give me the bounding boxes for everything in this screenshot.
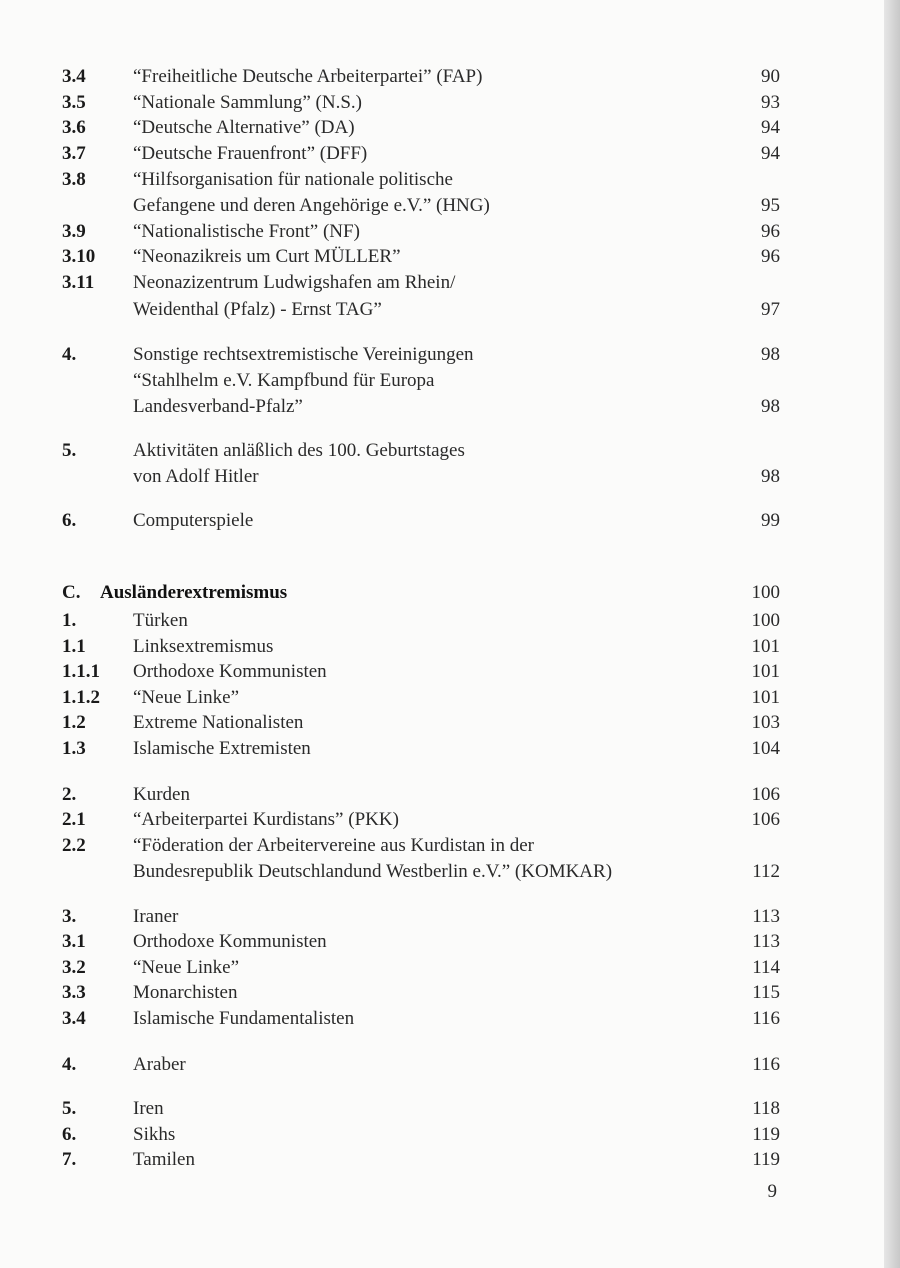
- toc-entry: [0, 219, 900, 245]
- toc-entry: [0, 1006, 900, 1032]
- page-reference: 96: [761, 246, 780, 267]
- toc-entry: [0, 634, 900, 660]
- section-number: 1.1: [62, 636, 86, 657]
- toc-entry: [0, 955, 900, 981]
- toc-entry: [0, 904, 900, 930]
- toc-entry: [0, 833, 900, 859]
- section-number: 1.1.2: [62, 687, 100, 708]
- section-number: 7.: [62, 1149, 77, 1170]
- section-number: 2.: [62, 784, 77, 805]
- section-title: “Neue Linke”: [133, 957, 240, 978]
- section-number: 3.6: [62, 117, 86, 138]
- section-number: 5.: [62, 1098, 77, 1119]
- page-reference: 98: [761, 396, 780, 417]
- toc-entry: [0, 167, 900, 193]
- page-reference: 103: [751, 712, 780, 733]
- toc-entry-continuation: [0, 297, 900, 323]
- page-reference: 116: [752, 1054, 780, 1075]
- toc-entry: [0, 90, 900, 116]
- section-title: “Freiheitliche Deutsche Arbeiterpartei” (FAP): [133, 66, 483, 87]
- page-reference: 118: [752, 1098, 780, 1119]
- toc-entry: [0, 980, 900, 1006]
- section-title: Monarchisten: [133, 982, 238, 1003]
- section-title: Bundesrepublik Deutschlandund Westberlin e.V.” (KOMKAR): [133, 861, 613, 882]
- section-number: 3.5: [62, 92, 86, 113]
- section-title: Islamische Fundamentalisten: [133, 1008, 355, 1029]
- section-title: Sikhs: [133, 1124, 176, 1145]
- section-title: “Hilfsorganisation für nationale politische: [133, 169, 453, 190]
- section-title: Orthodoxe Kommunisten: [133, 661, 327, 682]
- section-title: Extreme Nationalisten: [133, 712, 304, 733]
- section-title: Tamilen: [133, 1149, 195, 1170]
- toc-entry: [0, 1147, 900, 1173]
- toc-entry: [0, 929, 900, 955]
- section-number: 3.9: [62, 221, 86, 242]
- section-number: 1.: [62, 610, 77, 631]
- section-number: 1.2: [62, 712, 86, 733]
- page-reference: 99: [761, 510, 780, 531]
- section-title: Gefangene und deren Angehörige e.V.” (HNG): [133, 195, 490, 216]
- page-reference: 94: [761, 143, 780, 164]
- section-title: Kurden: [133, 784, 190, 805]
- page-reference: 112: [752, 861, 780, 882]
- section-title: Sonstige rechtsextremistische Vereinigungen: [133, 344, 474, 365]
- section-number: 3.2: [62, 957, 86, 978]
- toc-entry: [0, 807, 900, 833]
- section-number: 5.: [62, 440, 77, 461]
- section-title: Aktivitäten anläßlich des 100. Geburtstages: [133, 440, 465, 461]
- section-title: “Nationale Sammlung” (N.S.): [133, 92, 363, 113]
- page-reference: 100: [751, 582, 780, 603]
- toc-entry: [0, 141, 900, 167]
- page-reference: 113: [752, 931, 780, 952]
- section-title: Iren: [133, 1098, 164, 1119]
- toc-entry: [0, 659, 900, 685]
- section-number: 3.7: [62, 143, 86, 164]
- section-title: “Deutsche Alternative” (DA): [133, 117, 355, 138]
- section-title: “Arbeiterpartei Kurdistans” (PKK): [133, 809, 399, 830]
- toc-entry: [0, 438, 900, 464]
- toc-entry: [0, 1096, 900, 1122]
- section-title: “Neue Linke”: [133, 687, 240, 708]
- section-title: Computerspiele: [133, 510, 254, 531]
- page-reference: 101: [751, 661, 780, 682]
- section-title: Türken: [133, 610, 188, 631]
- section-number: 6.: [62, 510, 77, 531]
- page-reference: 98: [761, 344, 780, 365]
- section-title: Weidenthal (Pfalz) - Ernst TAG”: [133, 299, 382, 320]
- page-reference: 94: [761, 117, 780, 138]
- section-title: “Föderation der Arbeitervereine aus Kurdistan in der: [133, 835, 534, 856]
- page-reference: 119: [752, 1149, 780, 1170]
- section-title: Araber: [133, 1054, 186, 1075]
- section-title: Iraner: [133, 906, 179, 927]
- section-number: 1.1.1: [62, 661, 100, 682]
- page-reference: 115: [752, 982, 780, 1003]
- toc-entry: [0, 710, 900, 736]
- toc-entry: [0, 115, 900, 141]
- section-title: Islamische Extremisten: [133, 738, 311, 759]
- section-title: von Adolf Hitler: [133, 466, 259, 487]
- section-title: “Nationalistische Front” (NF): [133, 221, 360, 242]
- page-reference: 106: [751, 809, 780, 830]
- page-reference: 97: [761, 299, 780, 320]
- section-title: Linksextremismus: [133, 636, 274, 657]
- section-number: 3.: [62, 906, 77, 927]
- page-reference: 114: [752, 957, 780, 978]
- page-reference: 93: [761, 92, 780, 113]
- section-number: 6.: [62, 1124, 77, 1145]
- toc-entry: [0, 736, 900, 762]
- toc-entry: [0, 508, 900, 534]
- toc-entry-continuation: [0, 193, 900, 219]
- toc-entry: [0, 608, 900, 634]
- page-reference: 119: [752, 1124, 780, 1145]
- section-title: Orthodoxe Kommunisten: [133, 931, 327, 952]
- section-number: 3.11: [62, 272, 95, 293]
- section-title: Landesverband-Pfalz”: [133, 396, 303, 417]
- page-reference: 98: [761, 466, 780, 487]
- section-number: 3.3: [62, 982, 86, 1003]
- section-number: C.: [62, 582, 81, 603]
- toc-entry: [0, 1052, 900, 1078]
- toc-entry-continuation: [0, 368, 900, 394]
- page-reference: 106: [751, 784, 780, 805]
- section-number: 4.: [62, 1054, 77, 1075]
- page-reference: 101: [751, 687, 780, 708]
- section-title: Ausländerextremismus: [100, 582, 288, 603]
- page-reference: 113: [752, 906, 780, 927]
- section-number: 4.: [62, 344, 77, 365]
- toc-entry: [0, 685, 900, 711]
- toc-entry: [0, 342, 900, 368]
- toc-entry: [0, 580, 900, 606]
- section-number: 3.10: [62, 246, 96, 267]
- toc-entry-continuation: [0, 859, 900, 885]
- toc-entry: [0, 244, 900, 270]
- section-number: 2.1: [62, 809, 86, 830]
- section-title: “Deutsche Frauenfront” (DFF): [133, 143, 368, 164]
- page-reference: 90: [761, 66, 780, 87]
- page-reference: 95: [761, 195, 780, 216]
- section-number: 2.2: [62, 835, 86, 856]
- toc-entry: [0, 1122, 900, 1148]
- section-title: “Stahlhelm e.V. Kampfbund für Europa: [133, 370, 435, 391]
- page-reference: 104: [751, 738, 780, 759]
- page-reference: 116: [752, 1008, 780, 1029]
- page-reference: 101: [751, 636, 780, 657]
- section-number: 3.4: [62, 66, 86, 87]
- page-reference: 96: [761, 221, 780, 242]
- toc-entry-continuation: [0, 464, 900, 490]
- toc-entry-continuation: [0, 394, 900, 420]
- toc-entry: [0, 270, 900, 296]
- section-number: 3.8: [62, 169, 86, 190]
- page-reference: 100: [751, 610, 780, 631]
- toc-entry: [0, 782, 900, 808]
- section-title: “Neonazikreis um Curt MÜLLER”: [133, 246, 401, 267]
- section-number: 1.3: [62, 738, 86, 759]
- section-number: 3.4: [62, 1008, 86, 1029]
- page-number: 9: [767, 1181, 777, 1202]
- toc-entry: [0, 64, 900, 90]
- section-title: Neonazizentrum Ludwigshafen am Rhein/: [133, 272, 456, 293]
- section-number: 3.1: [62, 931, 86, 952]
